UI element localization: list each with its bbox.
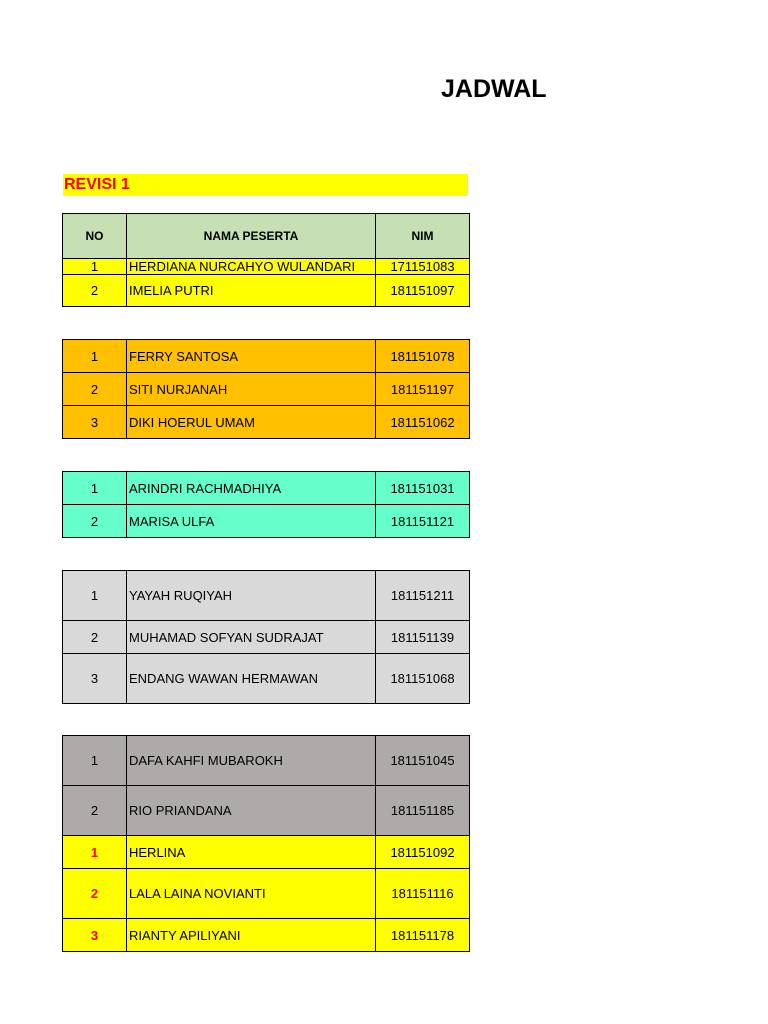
row-no: 3	[63, 919, 127, 952]
row-name: HERDIANA NURCAHYO WULANDARI	[127, 259, 376, 275]
participant-table-group-4	[62, 570, 470, 704]
table-row	[63, 786, 470, 836]
row-name: DIKI HOERUL UMAM	[127, 406, 376, 439]
row-nim: 181151178	[376, 919, 470, 952]
row-no: 3	[63, 654, 127, 704]
table-row	[63, 472, 470, 505]
row-no: 1	[63, 571, 127, 621]
table-row	[63, 571, 470, 621]
row-nim: 181151062	[376, 406, 470, 439]
row-nim: 181151092	[376, 836, 470, 869]
row-nim: 181151197	[376, 373, 470, 406]
table-row-highlighted	[63, 919, 470, 952]
row-nim: 171151083	[376, 259, 470, 275]
row-name: ENDANG WAWAN HERMAWAN	[127, 654, 376, 704]
row-name: IMELIA PUTRI	[127, 275, 376, 307]
row-nim: 181151185	[376, 786, 470, 836]
row-name: DAFA KAHFI MUBAROKH	[127, 736, 376, 786]
row-no: 2	[63, 869, 127, 919]
table-row	[63, 621, 470, 654]
revision-label: REVISI 1	[63, 174, 468, 196]
row-nim: 181151045	[376, 736, 470, 786]
row-no: 1	[63, 259, 127, 275]
row-no: 1	[63, 836, 127, 869]
row-no: 2	[63, 373, 127, 406]
column-header-no: NO	[63, 214, 127, 259]
table-row	[63, 505, 470, 538]
table-header-row	[63, 214, 470, 259]
participant-table-group-2	[62, 339, 470, 439]
table-row	[63, 406, 470, 439]
table-row	[63, 736, 470, 786]
row-nim: 181151139	[376, 621, 470, 654]
table-row-highlighted	[63, 836, 470, 869]
row-name: FERRY SANTOSA	[127, 340, 376, 373]
row-no: 3	[63, 406, 127, 439]
participant-table-group-3	[62, 471, 470, 538]
row-name: SITI NURJANAH	[127, 373, 376, 406]
row-name: RIO PRIANDANA	[127, 786, 376, 836]
table-row	[63, 373, 470, 406]
column-header-name: NAMA PESERTA	[127, 214, 376, 259]
row-name: ARINDRI RACHMADHIYA	[127, 472, 376, 505]
row-no: 2	[63, 275, 127, 307]
row-nim: 181151211	[376, 571, 470, 621]
row-name: LALA LAINA NOVIANTI	[127, 869, 376, 919]
table-row	[63, 259, 470, 275]
row-nim: 181151121	[376, 505, 470, 538]
row-nim: 181151116	[376, 869, 470, 919]
row-no: 2	[63, 786, 127, 836]
row-no: 2	[63, 505, 127, 538]
row-name: YAYAH RUQIYAH	[127, 571, 376, 621]
column-header-nim: NIM	[376, 214, 470, 259]
row-no: 1	[63, 340, 127, 373]
table-row	[63, 654, 470, 704]
row-name: RIANTY APILIYANI	[127, 919, 376, 952]
row-no: 2	[63, 621, 127, 654]
row-name: MUHAMAD SOFYAN SUDRAJAT	[127, 621, 376, 654]
row-name: HERLINA	[127, 836, 376, 869]
participant-table-group-5	[62, 735, 470, 952]
table-row	[63, 275, 470, 307]
table-row	[63, 340, 470, 373]
participant-table-group-1	[62, 213, 470, 307]
table-row-highlighted	[63, 869, 470, 919]
row-nim: 181151097	[376, 275, 470, 307]
row-no: 1	[63, 736, 127, 786]
row-no: 1	[63, 472, 127, 505]
document-title: JADWAL	[441, 75, 547, 103]
row-nim: 181151031	[376, 472, 470, 505]
row-nim: 181151078	[376, 340, 470, 373]
row-nim: 181151068	[376, 654, 470, 704]
row-name: MARISA ULFA	[127, 505, 376, 538]
